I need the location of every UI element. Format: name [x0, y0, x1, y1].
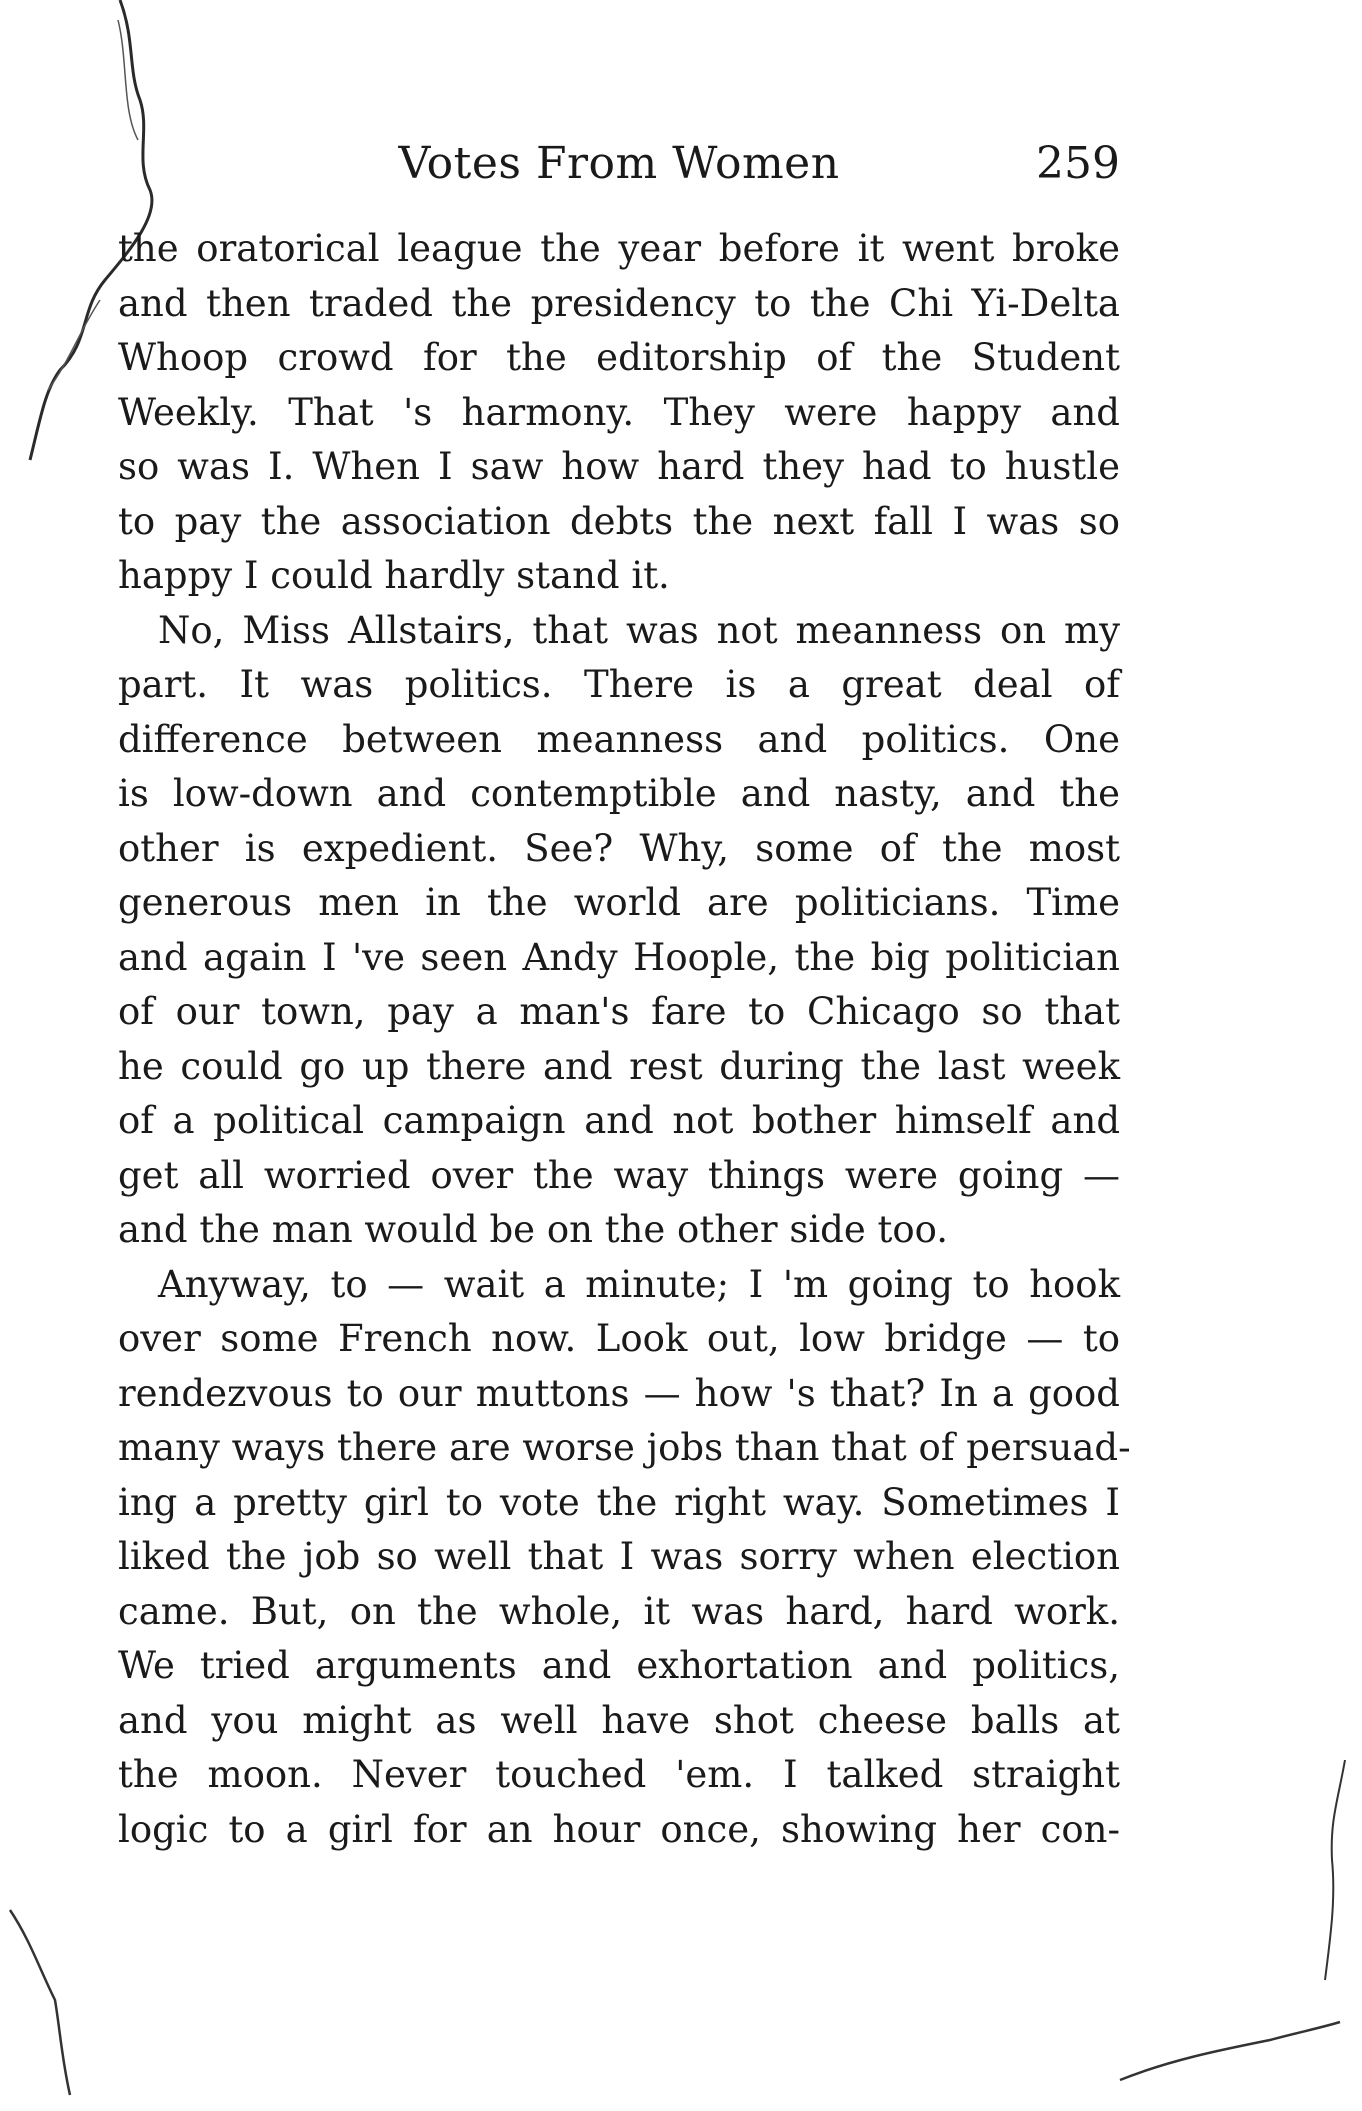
text-line: came. But, on the whole, it was hard, hard work.: [118, 1589, 1120, 1633]
text-line: and you might as well have shot cheese balls at: [118, 1698, 1120, 1742]
text-line: liked the job so well that I was sorry when election: [118, 1535, 1120, 1578]
text-line: difference between meanness and politics. One: [118, 717, 1120, 761]
text-line: he could go up there and rest during the last week: [118, 1044, 1120, 1088]
text-line: is low-down and contemptible and nasty, and the: [118, 772, 1120, 815]
running-head: Votes From Women: [398, 138, 840, 189]
text-line: generous men in the world are politicians. Time: [118, 881, 1120, 924]
text-line: and then traded the presidency to the Chi Yi-Delta: [118, 281, 1120, 325]
text-line: the oratorical league the year before it went broke: [118, 227, 1120, 270]
text-line: of a political campaign and not bother himself and: [118, 1099, 1120, 1142]
text-line: and again I 've seen Andy Hoople, the big politician: [118, 935, 1120, 979]
text-line: No, Miss Allstairs, that was not meanness on my: [158, 608, 1120, 652]
text-line: the moon. Never touched 'em. I talked straight: [118, 1753, 1120, 1796]
text-line: and the man would be on the other side too.: [118, 1208, 949, 1251]
page-header: [118, 132, 1120, 192]
text-line: We tried arguments and exhortation and politics,: [118, 1644, 1120, 1687]
text-line: Anyway, to — wait a minute; I 'm going to hook: [158, 1262, 1120, 1306]
text-line: over some French now. Look out, low bridge — to: [118, 1317, 1120, 1360]
text-line: many ways there are worse jobs than that of persuad-: [118, 1426, 1131, 1469]
text-line: part. It was politics. There is a great deal of: [118, 663, 1120, 706]
text-line: ing a pretty girl to vote the right way. Sometimes I: [118, 1480, 1120, 1524]
text-line: other is expedient. See? Why, some of the most: [118, 826, 1120, 870]
text-line: of our town, pay a man's fare to Chicago so that: [118, 990, 1120, 1033]
page-number: 259: [1036, 138, 1120, 189]
torn-edge-bottom-right: [1100, 1760, 1360, 2090]
text-line: Whoop crowd for the editorship of the Student: [118, 336, 1120, 379]
text-line: logic to a girl for an hour once, showing her con-: [118, 1807, 1120, 1851]
text-line: get all worried over the way things were going —: [118, 1153, 1120, 1197]
page-body: [118, 222, 1131, 1857]
text-line: happy I could hardly stand it.: [118, 554, 670, 597]
text-line: rendezvous to our muttons — how 's that? In a good: [118, 1371, 1120, 1415]
text-line: so was I. When I saw how hard they had to hustle: [118, 445, 1120, 488]
text-line: to pay the association debts the next fall I was so: [118, 499, 1120, 543]
torn-edge-bottom-left: [0, 1900, 80, 2100]
text-line: Weekly. That 's harmony. They were happy and: [118, 390, 1120, 434]
